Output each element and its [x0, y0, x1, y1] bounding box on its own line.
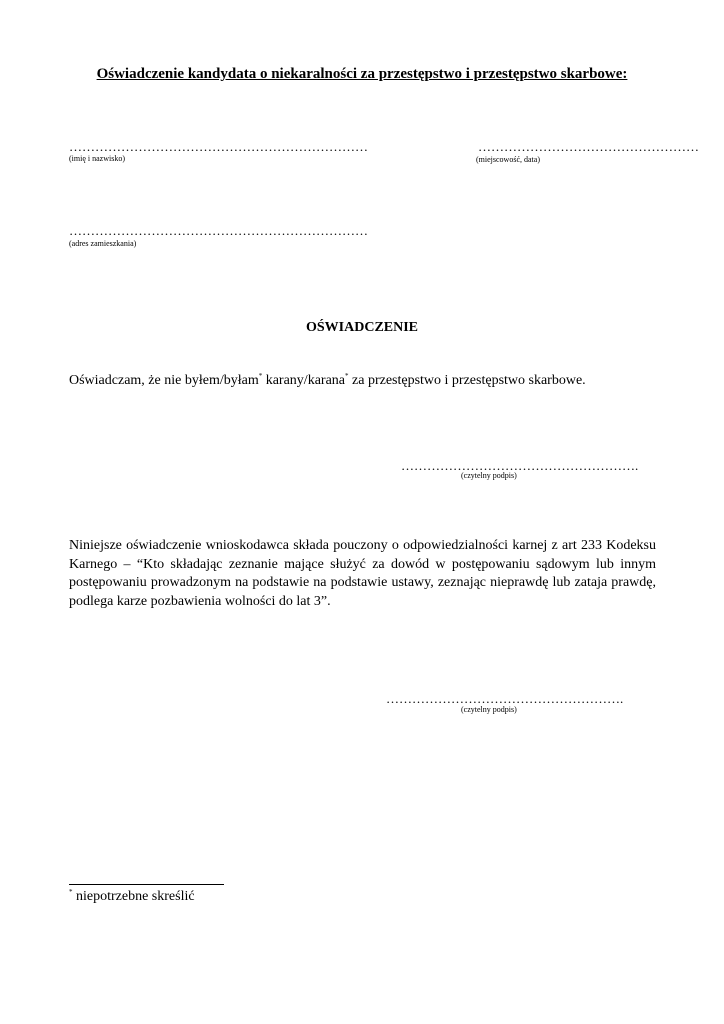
- place-date-label: (miejscowość, data): [476, 155, 540, 164]
- address-dotted-line: ……………………………………………………………: [69, 223, 368, 238]
- place-date-dotted-line: ……………………………………………: [478, 139, 699, 154]
- declaration-part2: karany/karana: [262, 373, 346, 388]
- footnote-mark: *: [345, 372, 349, 380]
- footnote-mark: *: [258, 372, 263, 380]
- address-label: (adres zamieszkania): [69, 239, 137, 248]
- signature-dotted-line: ……………………………………………….: [386, 691, 624, 706]
- declaration-heading: OŚWIADCZENIE: [305, 320, 419, 335]
- declaration-part3: za przestępstwo i przestępstwo skarbowe.: [348, 373, 586, 388]
- declaration-part1: Oświadczam, że nie byłem/byłam: [69, 373, 259, 388]
- signature-dotted-line: ……………………………………………….: [401, 458, 639, 473]
- name-label: (imię i nazwisko): [69, 154, 125, 163]
- declaration-text: [69, 372, 586, 389]
- footnote-mark: *: [69, 888, 73, 896]
- legal-notice-paragraph: Niniejsze oświadczenie wnioskodawca składa pouczony o odpowiedzialności karnej z art 233 Kodeksu Karnego – “Kto składając zeznanie mające służyć za dowód w postępowaniu sądowym lub innym postępowaniu prowadzonym na podstawie na podstawie ustawy, zeznając nieprawdę lub zataja prawdę, podlega karze pozbawienia wolności do lat 3”.: [69, 538, 656, 609]
- footnote-divider: [69, 884, 224, 885]
- footnote: [69, 888, 195, 905]
- signature-label: (czytelny podpis): [461, 471, 517, 480]
- signature-label: (czytelny podpis): [461, 705, 517, 714]
- name-dotted-line: ……………………………………………………………: [69, 139, 368, 154]
- footnote-text: niepotrzebne skreślić: [72, 889, 195, 904]
- document-title: Oświadczenie kandydata o niekaralności za przestępstwo i przestępstwo skarbowe:: [96, 66, 628, 82]
